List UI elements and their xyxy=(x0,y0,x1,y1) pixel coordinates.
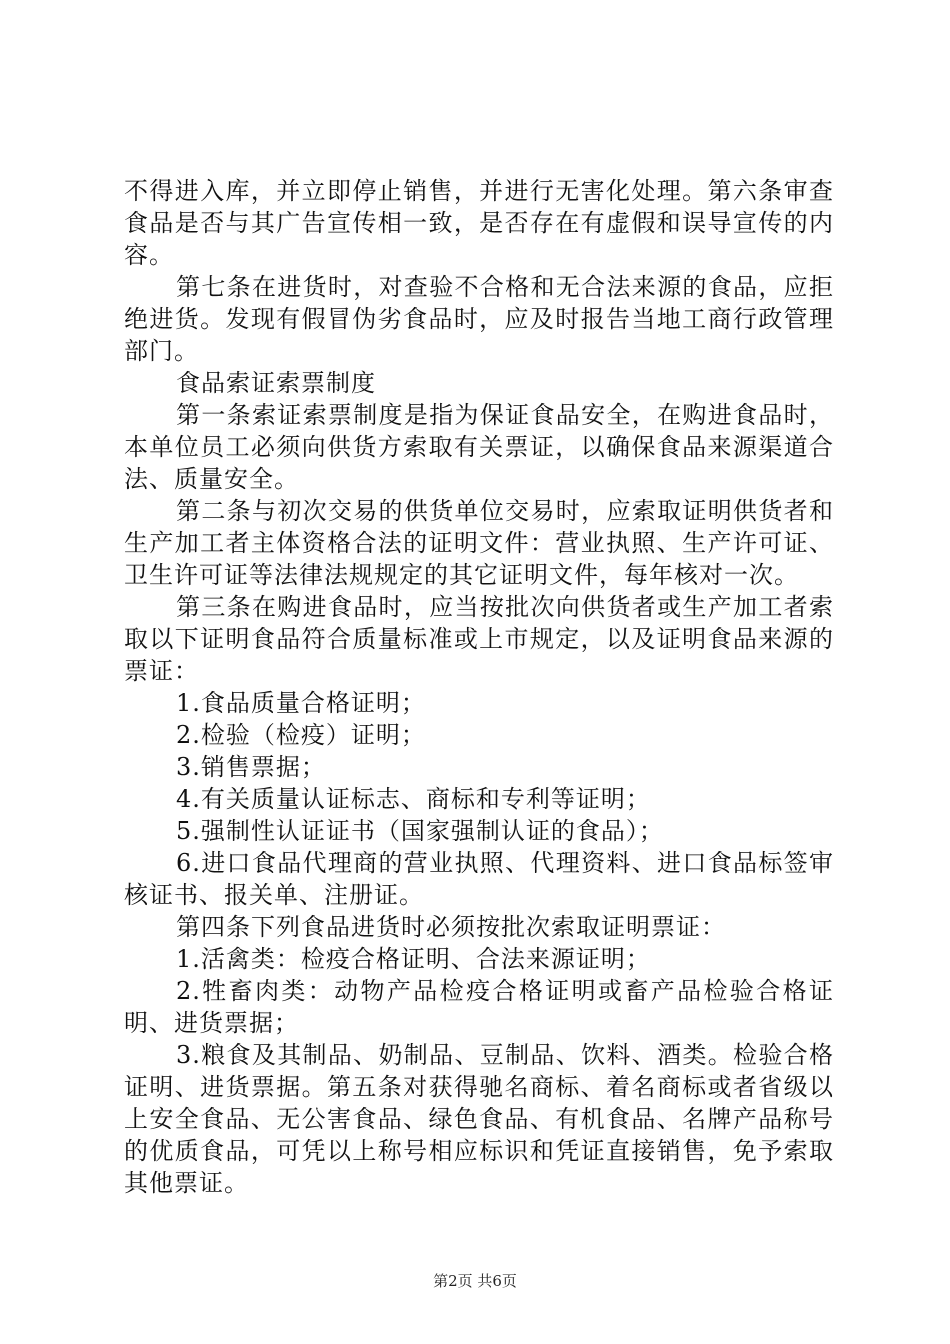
paragraph-first-article: 第一条索证索票制度是指为保证食品安全，在购进食品时，本单位员工必须向供货方索取有关票证，以确保食品来源渠道合法、质量安全。 xyxy=(124,401,834,493)
list-item-fourth-article-2: 2.牲畜肉类：动物产品检疫合格证明或畜产品检验合格证明、进货票据； xyxy=(124,977,834,1037)
paragraph-fourth-article: 第四条下列食品进货时必须按批次索取证明票证： xyxy=(176,913,726,941)
list-item-third-article-3: 3.销售票据； xyxy=(176,753,326,781)
section-title-food-certificate-system: 食品索证索票制度 xyxy=(176,369,376,397)
paragraph-second-article: 第二条与初次交易的供货单位交易时，应索取证明供货者和生产加工者主体资格合法的证明文件：营业执照、生产许可证、卫生许可证等法律法规规定的其它证明文件，每年核对一次。 xyxy=(124,497,834,589)
list-item-third-article-1: 1.食品质量合格证明； xyxy=(176,689,426,717)
list-item-third-article-2: 2.检验（检疫）证明； xyxy=(176,721,426,749)
list-item-fourth-article-1: 1.活禽类：检疫合格证明、合法来源证明； xyxy=(176,945,651,973)
document-body xyxy=(124,175,834,1199)
list-item-third-article-6: 6.进口食品代理商的营业执照、代理资料、进口食品标签审核证书、报关单、注册证。 xyxy=(124,849,834,909)
page-number-footer: 第2页 共6页 xyxy=(433,1272,517,1290)
list-item-third-article-5: 5.强制性认证证书（国家强制认证的食品）； xyxy=(176,817,664,845)
paragraph-seventh-article: 第七条在进货时，对查验不合格和无合法来源的食品，应拒绝进货。发现有假冒伪劣食品时，应及时报告当地工商行政管理部门。 xyxy=(124,273,834,365)
paragraph-third-article: 第三条在购进食品时，应当按批次向供货者或生产加工者索取以下证明食品符合质量标准或上市规定，以及证明食品来源的票证： xyxy=(124,593,834,685)
paragraph-storage-and-sixth-article: 不得进入库，并立即停止销售，并进行无害化处理。第六条审查食品是否与其广告宣传相一致，是否存在有虚假和误导宣传的内容。 xyxy=(124,177,834,269)
list-item-third-article-4: 4.有关质量认证标志、商标和专利等证明； xyxy=(176,785,651,813)
list-item-fourth-article-3-and-fifth-article: 3.粮食及其制品、奶制品、豆制品、饮料、酒类。检验合格证明、进货票据。第五条对获得驰名商标、着名商标或者省级以上安全食品、无公害食品、绿色食品、有机食品、名牌产品称号的优质食品，可凭以上称号相应标识和凭证直接销售，免予索取其他票证。 xyxy=(124,1041,834,1197)
